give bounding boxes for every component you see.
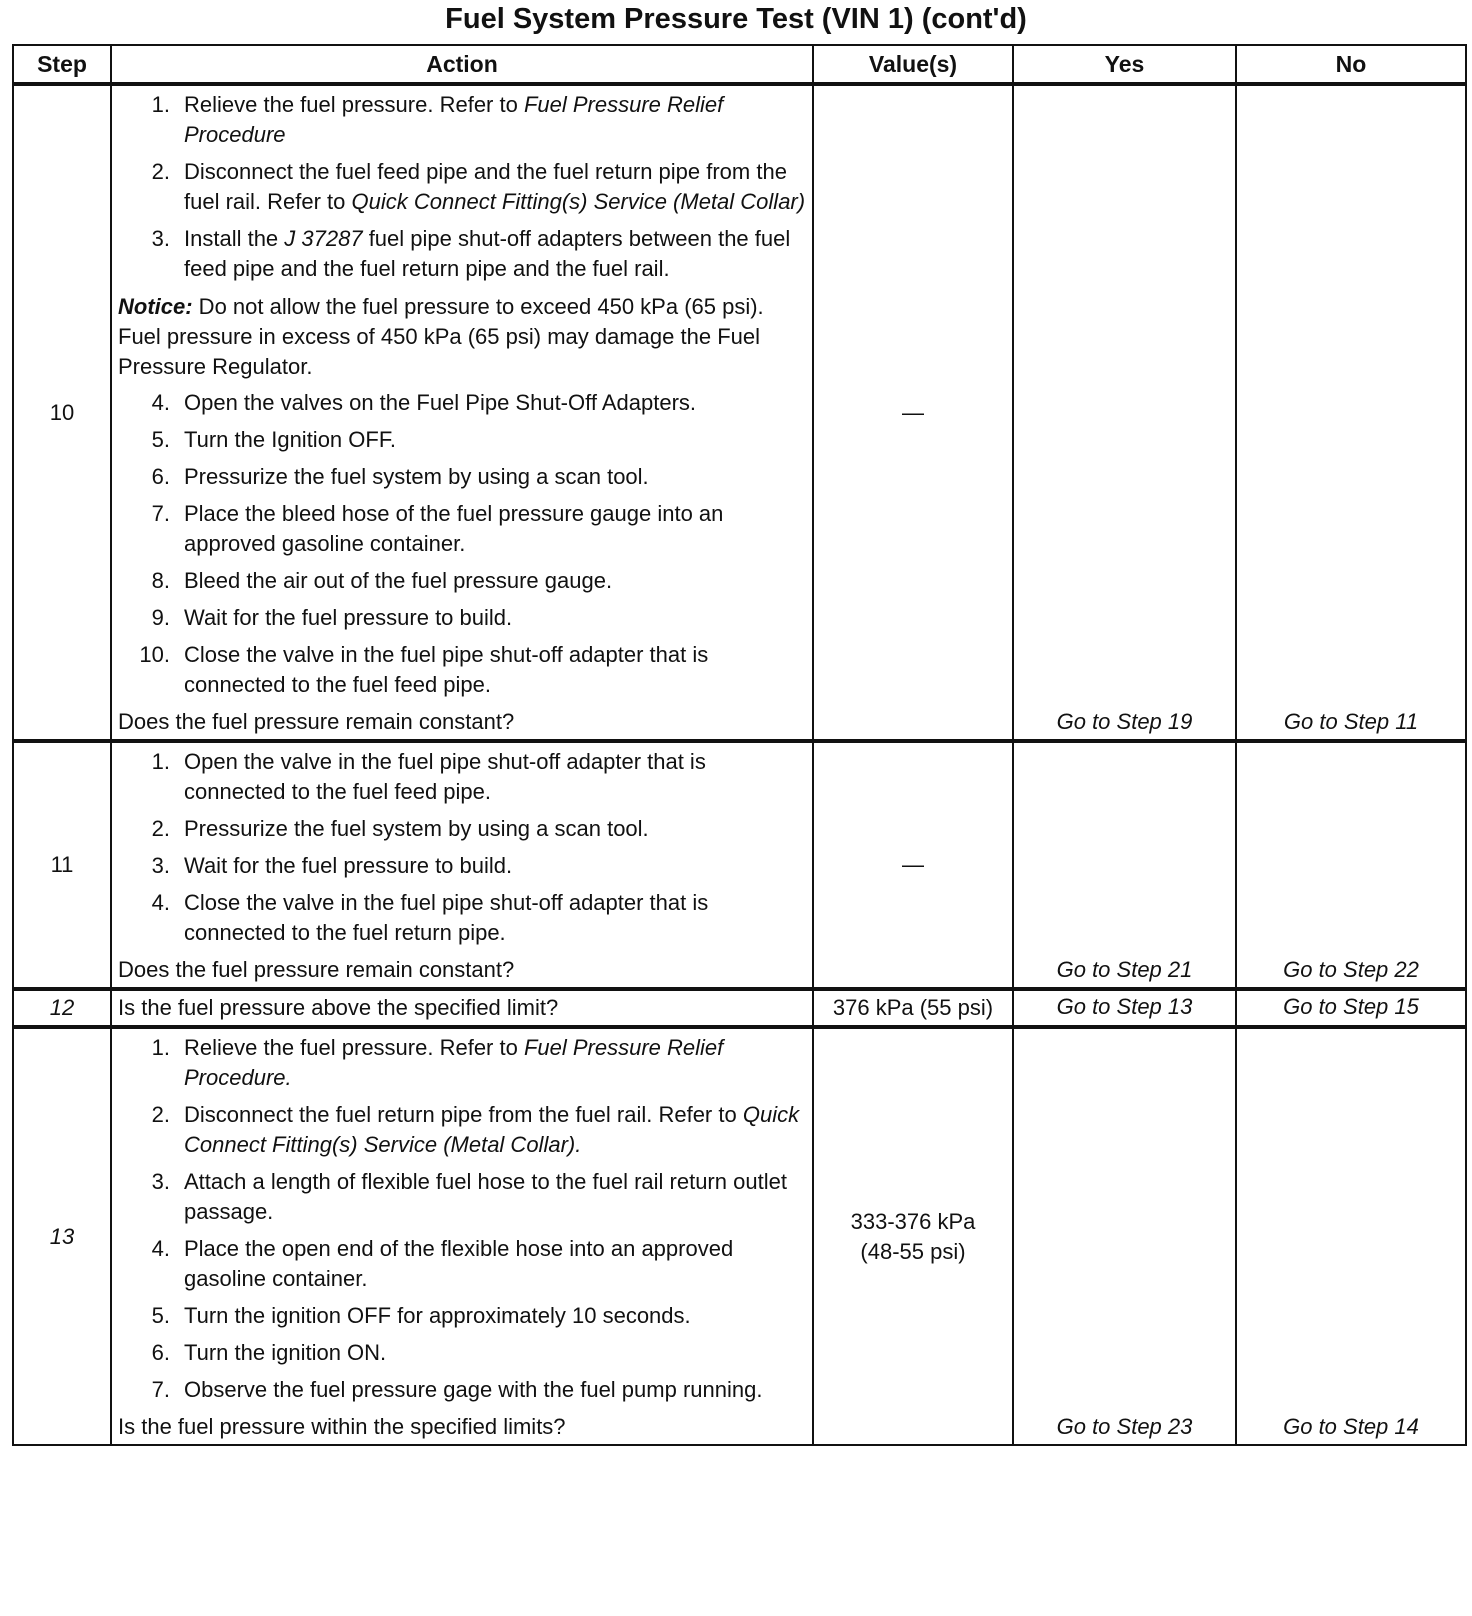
question: Is the fuel pressure within the specified limits? (118, 1414, 566, 1439)
value-cell: — (813, 741, 1013, 989)
list-item: 7. Place the bleed hose of the fuel pressure gauge into an approved gasoline container. (151, 501, 724, 556)
yes-cell[interactable]: Go to Step 23 (1013, 1027, 1236, 1445)
table-row-step-12 (13, 989, 1466, 1027)
list-item: 5. Turn the Ignition OFF. (151, 427, 396, 452)
question: Does the fuel pressure remain constant? (118, 957, 515, 982)
header-row (13, 45, 1466, 84)
procedure-table (12, 44, 1467, 1446)
list-item: 3. Wait for the fuel pressure to build. (151, 853, 513, 878)
header-values: Value(s) (813, 45, 1013, 84)
table-row-step-10 (13, 84, 1466, 741)
reference-link[interactable]: Fuel Pressure Relief Procedure (184, 92, 724, 147)
page-title: Fuel System Pressure Test (VIN 1) (cont'd) (445, 3, 1027, 35)
list-item: 1. Relieve the fuel pressure. Refer to Fuel Pressure Relief Procedure. (151, 1035, 724, 1090)
reference-link[interactable]: Quick Connect Fitting(s) Service (Metal Collar). (184, 1102, 800, 1157)
action-cell (111, 84, 813, 741)
value-cell: 376 kPa (55 psi) (813, 989, 1013, 1027)
value-cell: — (813, 84, 1013, 741)
question: Does the fuel pressure remain constant? (118, 709, 515, 734)
action-cell (111, 1027, 813, 1445)
list-item: 1. Relieve the fuel pressure. Refer to Fuel Pressure Relief Procedure (151, 92, 724, 147)
table-row-step-11 (13, 741, 1466, 989)
header-step: Step (13, 45, 111, 84)
yes-cell[interactable]: Go to Step 13 (1013, 989, 1236, 1027)
header-action: Action (111, 45, 813, 84)
tool-reference: J 37287 (284, 226, 363, 251)
step-number: 11 (13, 741, 111, 989)
header-no: No (1236, 45, 1466, 84)
list-item: 5. Turn the ignition OFF for approximately 10 seconds. (151, 1303, 691, 1328)
value-line: (48-55 psi) (860, 1238, 966, 1264)
notice (118, 292, 806, 382)
list-item: 6. Turn the ignition ON. (151, 1340, 387, 1365)
list-item: 2. Disconnect the fuel feed pipe and the fuel return pipe from the fuel rail. Refer to Quick Connect Fitting(s) Service (Metal Collar) (151, 159, 806, 214)
list-item: 7. Observe the fuel pressure gage with the fuel pump running. (151, 1377, 763, 1402)
reference-link[interactable]: Fuel Pressure Relief Procedure. (184, 1035, 724, 1090)
value-cell (813, 1027, 1013, 1445)
list-item: 4. Place the open end of the flexible hose into an approved gasoline container. (151, 1236, 734, 1291)
list-item: 3. Attach a length of flexible fuel hose to the fuel rail return outlet passage. (151, 1169, 787, 1224)
list-item: 2. Disconnect the fuel return pipe from the fuel rail. Refer to Quick Connect Fitting(s) Service (Metal Collar). (151, 1102, 800, 1157)
header-yes: Yes (1013, 45, 1236, 84)
list-item: 3. Install the J 37287 fuel pipe shut-off adapters between the fuel feed pipe and the fuel return pipe and the fuel rail. (151, 226, 791, 281)
table-row-step-13 (13, 1027, 1466, 1445)
list-item: 1. Open the valve in the fuel pipe shut-off adapter that is connected to the fuel feed pipe. (151, 749, 706, 804)
notice-text: Do not allow the fuel pressure to exceed 450 kPa (65 psi). Fuel pressure in excess of 450 kPa (65 psi) may damage the Fuel Pressure Regulator. (118, 294, 764, 379)
notice-label: Notice: (118, 294, 193, 319)
step-number: 12 (13, 989, 111, 1027)
question: Is the fuel pressure above the specified limit? (111, 989, 813, 1027)
list-item: 9. Wait for the fuel pressure to build. (151, 605, 513, 630)
no-cell[interactable]: Go to Step 14 (1236, 1027, 1466, 1445)
value-line: 333-376 kPa (850, 1208, 976, 1234)
reference-link[interactable]: Quick Connect Fitting(s) Service (Metal Collar) (351, 189, 806, 214)
no-cell[interactable]: Go to Step 15 (1236, 989, 1466, 1027)
yes-cell[interactable]: Go to Step 21 (1013, 741, 1236, 989)
step-number: 10 (13, 84, 111, 741)
yes-cell[interactable]: Go to Step 19 (1013, 84, 1236, 741)
action-cell (111, 741, 813, 989)
list-item: 4. Open the valves on the Fuel Pipe Shut-Off Adapters. (151, 390, 697, 415)
no-cell[interactable]: Go to Step 11 (1236, 84, 1466, 741)
list-item: 4. Close the valve in the fuel pipe shut-off adapter that is connected to the fuel return pipe. (151, 890, 709, 945)
no-cell[interactable]: Go to Step 22 (1236, 741, 1466, 989)
step-number: 13 (13, 1027, 111, 1445)
list-item: 2. Pressurize the fuel system by using a scan tool. (151, 816, 649, 841)
list-item: 8. Bleed the air out of the fuel pressure gauge. (151, 568, 613, 593)
list-item: 10. Close the valve in the fuel pipe shut-off adapter that is connected to the fuel feed pipe. (139, 642, 709, 697)
list-item: 6. Pressurize the fuel system by using a scan tool. (151, 464, 649, 489)
